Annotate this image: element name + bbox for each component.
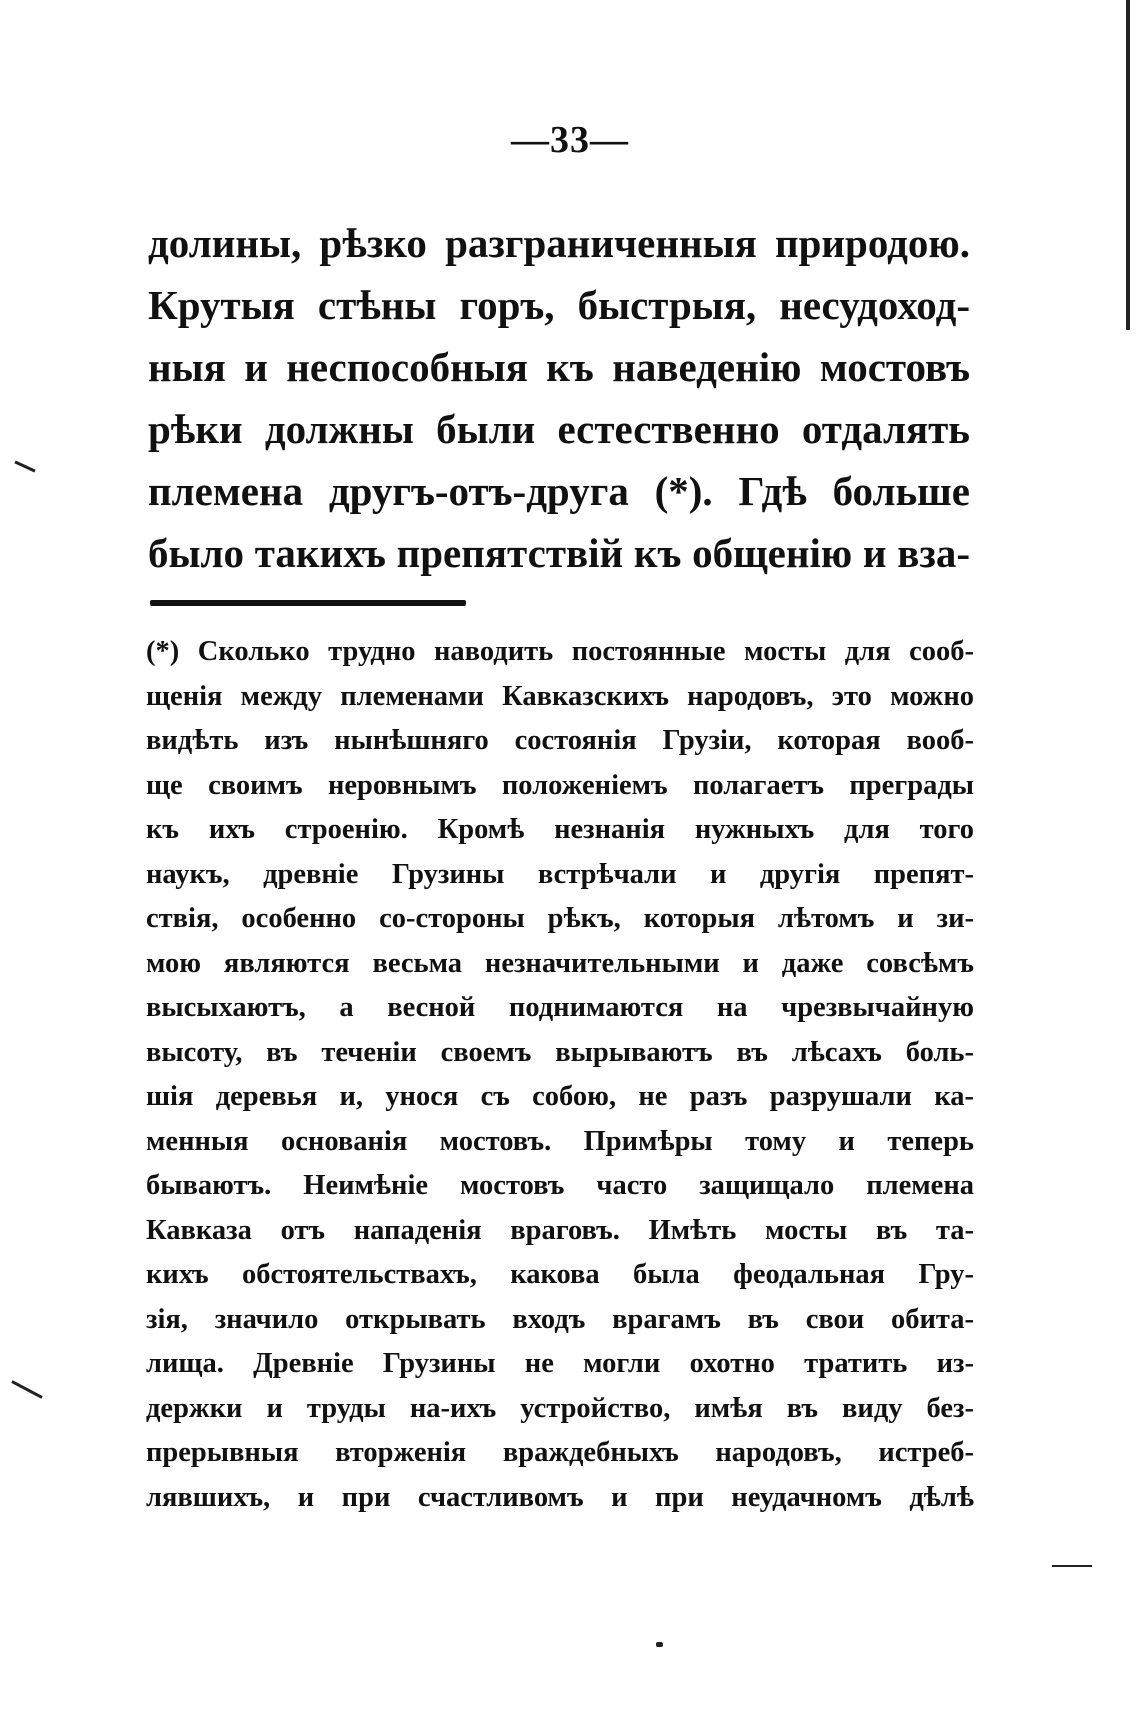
main-text-line: ныя и неспособныя къ наведенію мостовъ xyxy=(148,344,970,390)
footnote-line: шія деревья и, унося съ собою, не разъ разрушали ка- xyxy=(146,1081,974,1112)
footnote-separator-rule xyxy=(150,600,466,606)
footnote-line: менныя основанія мостовъ. Примѣры тому и теперь xyxy=(146,1125,974,1157)
scan-mark xyxy=(11,1380,42,1399)
footnote-line: видѣть изъ нынѣшняго состоянія Грузіи, которая вооб- xyxy=(146,725,974,756)
footnote-line: къ ихъ строенію. Кромѣ незнанія нужныхъ для того xyxy=(146,814,974,845)
scan-mark xyxy=(14,460,35,472)
scan-mark xyxy=(656,1642,663,1647)
footnote-line: наукъ, древніе Грузины встрѣчали и другія препят- xyxy=(146,858,974,890)
footnote-line: ще своимъ неровнымъ положеніемъ полагаетъ преграды xyxy=(146,769,974,801)
footnote-line: бываютъ. Неимѣніе мостовъ часто защищало племена xyxy=(146,1170,974,1201)
footnote-line: лища. Древніе Грузины не могли охотно тратить из- xyxy=(146,1348,974,1379)
scan-mark xyxy=(1052,1565,1092,1567)
footnote-line: кихъ обстоятельствахъ, какова была феодальная Гру- xyxy=(146,1259,974,1290)
footnote-line: держки и труды на-ихъ устройство, имѣя въ виду без- xyxy=(146,1392,974,1424)
footnote-line: высоту, въ теченіи своемъ вырываютъ въ лѣсахъ боль- xyxy=(146,1036,974,1068)
footnote-line: прерывныя вторженія враждебныхъ народовъ, истреб- xyxy=(146,1437,974,1468)
footnote-line: щенія между племенами Кавказскихъ народовъ, это можно xyxy=(146,680,974,712)
main-body-text xyxy=(148,212,970,584)
main-text-line: было такихъ препятствій къ общенію и вза- xyxy=(148,530,970,576)
main-text-line: Крутыя стѣны горъ, быстрыя, несудоход- xyxy=(148,282,970,328)
main-text-line: долины, рѣзко разграниченныя природою. xyxy=(148,220,970,266)
footnote-text xyxy=(146,630,974,1520)
page-edge-shadow xyxy=(1126,0,1130,330)
footnote-line: зія, значило открывать входъ врагамъ въ свои обита- xyxy=(146,1303,974,1335)
footnote-line: лявшихъ, и при счастливомъ и при неудачномъ дѣлѣ xyxy=(146,1481,974,1513)
main-text-line: рѣки должны были естественно отдалять xyxy=(148,406,970,452)
footnote-line: Кавказа отъ нападенія враговъ. Имѣть мосты въ та- xyxy=(146,1214,974,1246)
footnote-line: высыхаютъ, а весной поднимаются на чрезвычайную xyxy=(146,992,974,1023)
footnote-line: (*) Сколько трудно наводить постоянные мосты для сооб- xyxy=(146,636,974,667)
footnote-line: ствія, особенно со-стороны рѣкъ, которыя лѣтомъ и зи- xyxy=(146,903,974,934)
footnote-line: мою являются весьма незначительными и даже совсѣмъ xyxy=(146,947,974,979)
page-number: —33— xyxy=(511,119,629,161)
main-text-line: племена другъ-отъ-друга (*). Гдѣ больше xyxy=(148,468,970,514)
